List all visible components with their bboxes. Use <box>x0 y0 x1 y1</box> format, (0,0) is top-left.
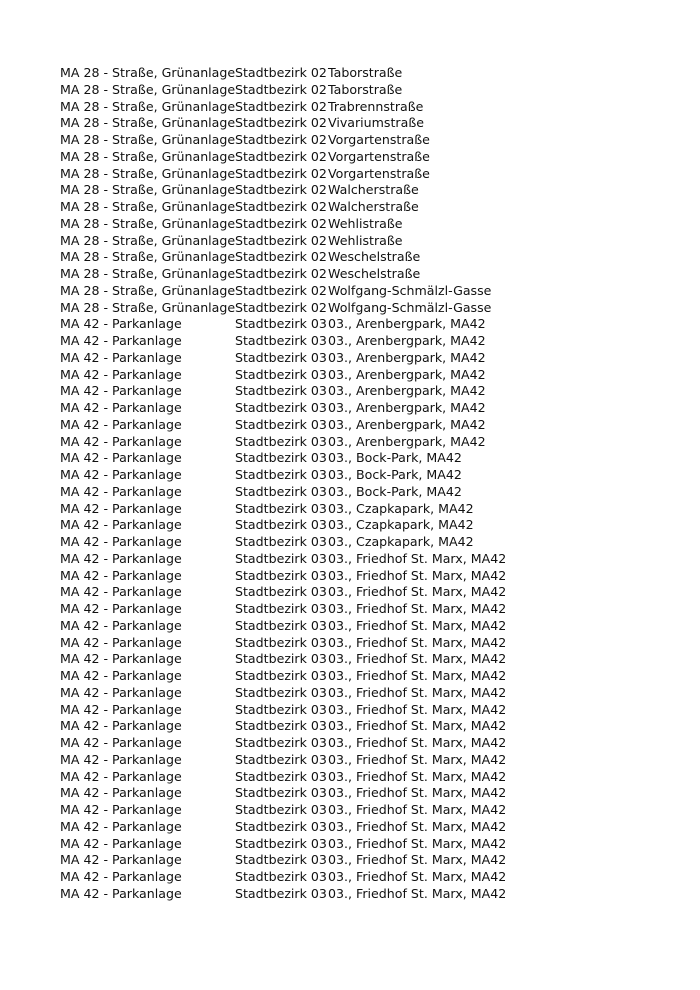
location-cell: 03., Friedhof St. Marx, MA42 <box>328 668 507 683</box>
location-cell: 03., Friedhof St. Marx, MA42 <box>328 684 507 700</box>
table-row <box>60 400 520 417</box>
table-row <box>60 668 520 685</box>
district-cell: Stadtbezirk 03 <box>235 768 327 784</box>
location-cell: 03., Friedhof St. Marx, MA42 <box>328 785 507 801</box>
department-cell: MA 42 - Parkanlage <box>60 668 182 683</box>
department-cell: MA 42 - Parkanlage <box>60 852 182 868</box>
department-cell: MA 28 - Straße, Grünanlage <box>60 98 236 114</box>
location-cell: Trabrennstraße <box>328 98 424 114</box>
district-cell: Stadtbezirk 02 <box>235 266 327 281</box>
district-cell: Stadtbezirk 03 <box>235 668 327 683</box>
department-cell: MA 28 - Straße, Grünanlage <box>60 182 236 198</box>
table-row <box>60 132 520 149</box>
location-cell: 03., Arenbergpark, MA42 <box>328 366 486 382</box>
table-row <box>60 785 520 802</box>
department-cell: MA 42 - Parkanlage <box>60 349 182 365</box>
table-row <box>60 99 520 116</box>
department-cell: MA 42 - Parkanlage <box>60 383 182 399</box>
district-cell: Stadtbezirk 03 <box>235 852 327 868</box>
department-cell: MA 42 - Parkanlage <box>60 584 182 600</box>
department-cell: MA 42 - Parkanlage <box>60 483 182 499</box>
location-cell: 03., Friedhof St. Marx, MA42 <box>328 869 507 884</box>
department-cell: MA 28 - Straße, Grünanlage <box>60 148 236 164</box>
location-cell: 03., Czapkapark, MA42 <box>328 500 474 516</box>
location-cell: Taborstraße <box>328 81 403 97</box>
location-cell: Taborstraße <box>328 65 403 80</box>
department-cell: MA 42 - Parkanlage <box>60 534 182 549</box>
table-row <box>60 149 520 166</box>
location-cell: Vorgartenstraße <box>328 132 430 147</box>
department-cell: MA 42 - Parkanlage <box>60 333 182 348</box>
table-row <box>60 568 520 585</box>
district-cell: Stadtbezirk 02 <box>235 65 327 80</box>
table-row <box>60 551 520 568</box>
table-row <box>60 601 520 618</box>
district-cell: Stadtbezirk 03 <box>235 400 327 415</box>
location-cell: 03., Friedhof St. Marx, MA42 <box>328 751 507 767</box>
department-cell: MA 42 - Parkanlage <box>60 634 182 650</box>
location-cell: 03., Czapkapark, MA42 <box>328 517 474 533</box>
department-cell: MA 42 - Parkanlage <box>60 601 182 616</box>
district-cell: Stadtbezirk 03 <box>235 467 327 482</box>
table-row <box>60 886 520 903</box>
department-cell: MA 42 - Parkanlage <box>60 450 182 466</box>
department-cell: MA 42 - Parkanlage <box>60 751 182 767</box>
location-cell: 03., Friedhof St. Marx, MA42 <box>328 634 507 650</box>
district-cell: Stadtbezirk 03 <box>235 651 327 667</box>
department-cell: MA 42 - Parkanlage <box>60 768 182 784</box>
district-cell: Stadtbezirk 03 <box>235 567 327 583</box>
table-row <box>60 819 520 836</box>
location-cell: Wolfgang-Schmälzl-Gasse <box>328 282 492 298</box>
department-cell: MA 42 - Parkanlage <box>60 802 182 817</box>
department-cell: MA 42 - Parkanlage <box>60 617 182 633</box>
table-row <box>60 836 520 853</box>
location-cell: Wehlistraße <box>328 232 403 248</box>
district-cell: Stadtbezirk 03 <box>235 718 327 734</box>
location-cell: 03., Arenbergpark, MA42 <box>328 349 486 365</box>
district-cell: Stadtbezirk 03 <box>235 835 327 851</box>
location-cell: 03., Friedhof St. Marx, MA42 <box>328 550 507 566</box>
department-cell: MA 28 - Straße, Grünanlage <box>60 249 236 265</box>
location-cell: 03., Friedhof St. Marx, MA42 <box>328 617 507 633</box>
district-cell: Stadtbezirk 02 <box>235 282 327 298</box>
department-cell: MA 28 - Straße, Grünanlage <box>60 65 236 80</box>
department-cell: MA 42 - Parkanlage <box>60 316 182 332</box>
district-cell: Stadtbezirk 03 <box>235 684 327 700</box>
table-row <box>60 383 520 400</box>
table-row <box>60 752 520 769</box>
table-row <box>60 484 520 501</box>
table-row <box>60 584 520 601</box>
department-cell: MA 42 - Parkanlage <box>60 517 182 533</box>
district-cell: Stadtbezirk 02 <box>235 232 327 248</box>
location-cell: Vivariumstraße <box>328 115 425 131</box>
department-cell: MA 42 - Parkanlage <box>60 701 182 717</box>
district-cell: Stadtbezirk 03 <box>235 517 327 533</box>
location-cell: Walcherstraße <box>328 182 419 198</box>
location-cell: Vorgartenstraße <box>328 165 430 181</box>
location-cell: 03., Czapkapark, MA42 <box>328 534 474 549</box>
district-cell: Stadtbezirk 03 <box>235 333 327 348</box>
table-row <box>60 769 520 786</box>
department-cell: MA 42 - Parkanlage <box>60 718 182 734</box>
location-cell: Wolfgang-Schmälzl-Gasse <box>328 299 492 315</box>
department-cell: MA 42 - Parkanlage <box>60 550 182 566</box>
table-row <box>60 233 520 250</box>
department-cell: MA 42 - Parkanlage <box>60 500 182 516</box>
location-cell: 03., Arenbergpark, MA42 <box>328 316 486 332</box>
district-cell: Stadtbezirk 02 <box>235 165 327 181</box>
table-row <box>60 517 520 534</box>
district-cell: Stadtbezirk 03 <box>235 785 327 801</box>
district-cell: Stadtbezirk 03 <box>235 416 327 432</box>
department-cell: MA 42 - Parkanlage <box>60 818 182 834</box>
department-cell: MA 28 - Straße, Grünanlage <box>60 232 236 248</box>
table-row <box>60 852 520 869</box>
district-cell: Stadtbezirk 02 <box>235 148 327 164</box>
district-cell: Stadtbezirk 02 <box>235 299 327 315</box>
table-row <box>60 635 520 652</box>
location-cell: 03., Bock-Park, MA42 <box>328 450 462 466</box>
table-row <box>60 367 520 384</box>
department-cell: MA 28 - Straße, Grünanlage <box>60 282 236 298</box>
table-row <box>60 350 520 367</box>
table-row <box>60 802 520 819</box>
location-cell: 03., Friedhof St. Marx, MA42 <box>328 768 507 784</box>
district-cell: Stadtbezirk 02 <box>235 199 327 214</box>
department-cell: MA 28 - Straße, Grünanlage <box>60 81 236 97</box>
district-cell: Stadtbezirk 03 <box>235 735 327 750</box>
location-cell: 03., Arenbergpark, MA42 <box>328 400 486 415</box>
district-cell: Stadtbezirk 02 <box>235 182 327 198</box>
department-cell: MA 42 - Parkanlage <box>60 684 182 700</box>
table-row <box>60 300 520 317</box>
location-cell: 03., Friedhof St. Marx, MA42 <box>328 567 507 583</box>
table-row <box>60 651 520 668</box>
district-cell: Stadtbezirk 03 <box>235 802 327 817</box>
location-cell: 03., Bock-Park, MA42 <box>328 483 462 499</box>
table-row <box>60 869 520 886</box>
department-cell: MA 42 - Parkanlage <box>60 651 182 667</box>
district-cell: Stadtbezirk 03 <box>235 500 327 516</box>
location-cell: 03., Friedhof St. Marx, MA42 <box>328 852 507 868</box>
department-cell: MA 42 - Parkanlage <box>60 869 182 884</box>
location-cell: 03., Arenbergpark, MA42 <box>328 383 486 399</box>
district-cell: Stadtbezirk 03 <box>235 601 327 616</box>
location-cell: Wehlistraße <box>328 215 403 231</box>
department-cell: MA 42 - Parkanlage <box>60 567 182 583</box>
location-cell: 03., Bock-Park, MA42 <box>328 467 462 482</box>
department-cell: MA 28 - Straße, Grünanlage <box>60 115 236 131</box>
location-cell: 03., Friedhof St. Marx, MA42 <box>328 718 507 734</box>
location-cell: 03., Friedhof St. Marx, MA42 <box>328 818 507 834</box>
record-list <box>60 65 520 903</box>
department-cell: MA 42 - Parkanlage <box>60 433 182 449</box>
department-cell: MA 42 - Parkanlage <box>60 366 182 382</box>
table-row <box>60 216 520 233</box>
location-cell: 03., Arenbergpark, MA42 <box>328 416 486 432</box>
table-row <box>60 718 520 735</box>
location-cell: 03., Friedhof St. Marx, MA42 <box>328 701 507 717</box>
district-cell: Stadtbezirk 03 <box>235 818 327 834</box>
district-cell: Stadtbezirk 03 <box>235 349 327 365</box>
location-cell: Vorgartenstraße <box>328 148 430 164</box>
department-cell: MA 28 - Straße, Grünanlage <box>60 132 236 147</box>
district-cell: Stadtbezirk 03 <box>235 534 327 549</box>
table-row <box>60 166 520 183</box>
department-cell: MA 42 - Parkanlage <box>60 835 182 851</box>
department-cell: MA 42 - Parkanlage <box>60 416 182 432</box>
table-row <box>60 450 520 467</box>
district-cell: Stadtbezirk 03 <box>235 701 327 717</box>
department-cell: MA 42 - Parkanlage <box>60 400 182 415</box>
location-cell: 03., Friedhof St. Marx, MA42 <box>328 735 507 750</box>
table-row <box>60 199 520 216</box>
location-cell: 03., Friedhof St. Marx, MA42 <box>328 885 507 901</box>
district-cell: Stadtbezirk 03 <box>235 450 327 466</box>
table-row <box>60 316 520 333</box>
table-row <box>60 685 520 702</box>
table-row <box>60 283 520 300</box>
table-row <box>60 702 520 719</box>
location-cell: 03., Friedhof St. Marx, MA42 <box>328 601 507 616</box>
location-cell: Weschelstraße <box>328 249 421 265</box>
table-row <box>60 182 520 199</box>
department-cell: MA 28 - Straße, Grünanlage <box>60 165 236 181</box>
location-cell: Walcherstraße <box>328 199 419 214</box>
district-cell: Stadtbezirk 03 <box>235 584 327 600</box>
table-row <box>60 82 520 99</box>
district-cell: Stadtbezirk 03 <box>235 366 327 382</box>
table-row <box>60 735 520 752</box>
location-cell: 03., Arenbergpark, MA42 <box>328 333 486 348</box>
table-row <box>60 618 520 635</box>
location-cell: 03., Friedhof St. Marx, MA42 <box>328 835 507 851</box>
district-cell: Stadtbezirk 02 <box>235 115 327 131</box>
district-cell: Stadtbezirk 02 <box>235 132 327 147</box>
district-cell: Stadtbezirk 02 <box>235 81 327 97</box>
district-cell: Stadtbezirk 02 <box>235 98 327 114</box>
location-cell: Weschelstraße <box>328 266 421 281</box>
district-cell: Stadtbezirk 02 <box>235 215 327 231</box>
location-cell: 03., Arenbergpark, MA42 <box>328 433 486 449</box>
table-row <box>60 534 520 551</box>
district-cell: Stadtbezirk 03 <box>235 634 327 650</box>
district-cell: Stadtbezirk 02 <box>235 249 327 265</box>
table-row <box>60 501 520 518</box>
department-cell: MA 28 - Straße, Grünanlage <box>60 199 236 214</box>
district-cell: Stadtbezirk 03 <box>235 483 327 499</box>
district-cell: Stadtbezirk 03 <box>235 433 327 449</box>
table-row <box>60 333 520 350</box>
district-cell: Stadtbezirk 03 <box>235 316 327 332</box>
department-cell: MA 28 - Straße, Grünanlage <box>60 266 236 281</box>
department-cell: MA 42 - Parkanlage <box>60 467 182 482</box>
district-cell: Stadtbezirk 03 <box>235 383 327 399</box>
table-row <box>60 417 520 434</box>
table-row <box>60 115 520 132</box>
table-row <box>60 467 520 484</box>
district-cell: Stadtbezirk 03 <box>235 617 327 633</box>
table-row <box>60 249 520 266</box>
location-cell: 03., Friedhof St. Marx, MA42 <box>328 584 507 600</box>
department-cell: MA 28 - Straße, Grünanlage <box>60 299 236 315</box>
location-cell: 03., Friedhof St. Marx, MA42 <box>328 802 507 817</box>
district-cell: Stadtbezirk 03 <box>235 751 327 767</box>
department-cell: MA 28 - Straße, Grünanlage <box>60 215 236 231</box>
table-row <box>60 434 520 451</box>
table-row <box>60 65 520 82</box>
district-cell: Stadtbezirk 03 <box>235 869 327 884</box>
department-cell: MA 42 - Parkanlage <box>60 885 182 901</box>
department-cell: MA 42 - Parkanlage <box>60 735 182 750</box>
location-cell: 03., Friedhof St. Marx, MA42 <box>328 651 507 667</box>
department-cell: MA 42 - Parkanlage <box>60 785 182 801</box>
district-cell: Stadtbezirk 03 <box>235 550 327 566</box>
table-row <box>60 266 520 283</box>
district-cell: Stadtbezirk 03 <box>235 885 327 901</box>
